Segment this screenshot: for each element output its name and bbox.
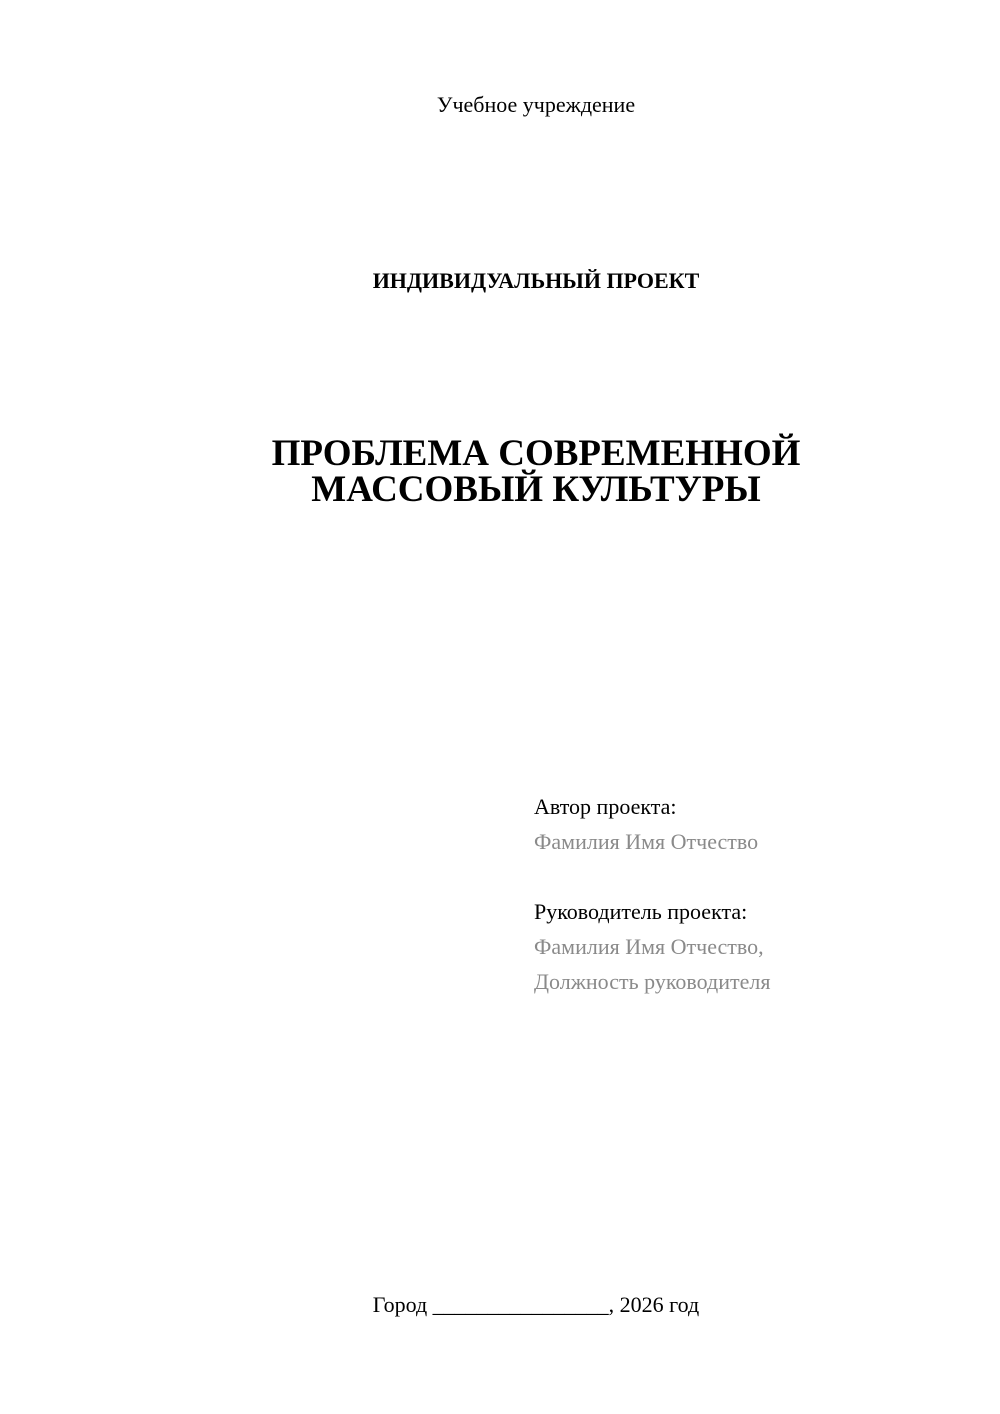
document-type: ИНДИВИДУАЛЬНЫЙ ПРОЕКТ (372, 268, 700, 293)
project-title-line-2: МАССОВЫЙ КУЛЬТУРЫ (311, 469, 761, 510)
project-info-block (534, 789, 974, 999)
author-label: Автор проекта: (534, 794, 677, 819)
project-title-line-1: ПРОБЛЕМА СОВРЕМЕННОЙ (271, 433, 801, 474)
institution-name: Учебное учреждение (436, 92, 636, 117)
supervisor-name: Фамилия Имя Отчество, (534, 934, 764, 959)
project-title (0, 433, 1000, 510)
city-year-line: Город ________________, 2026 год (372, 1292, 700, 1317)
supervisor-position: Должность руководителя (534, 969, 771, 994)
info-spacer (534, 859, 974, 894)
supervisor-label: Руководитель проекта: (534, 899, 748, 924)
author-name: Фамилия Имя Отчество (534, 829, 759, 854)
